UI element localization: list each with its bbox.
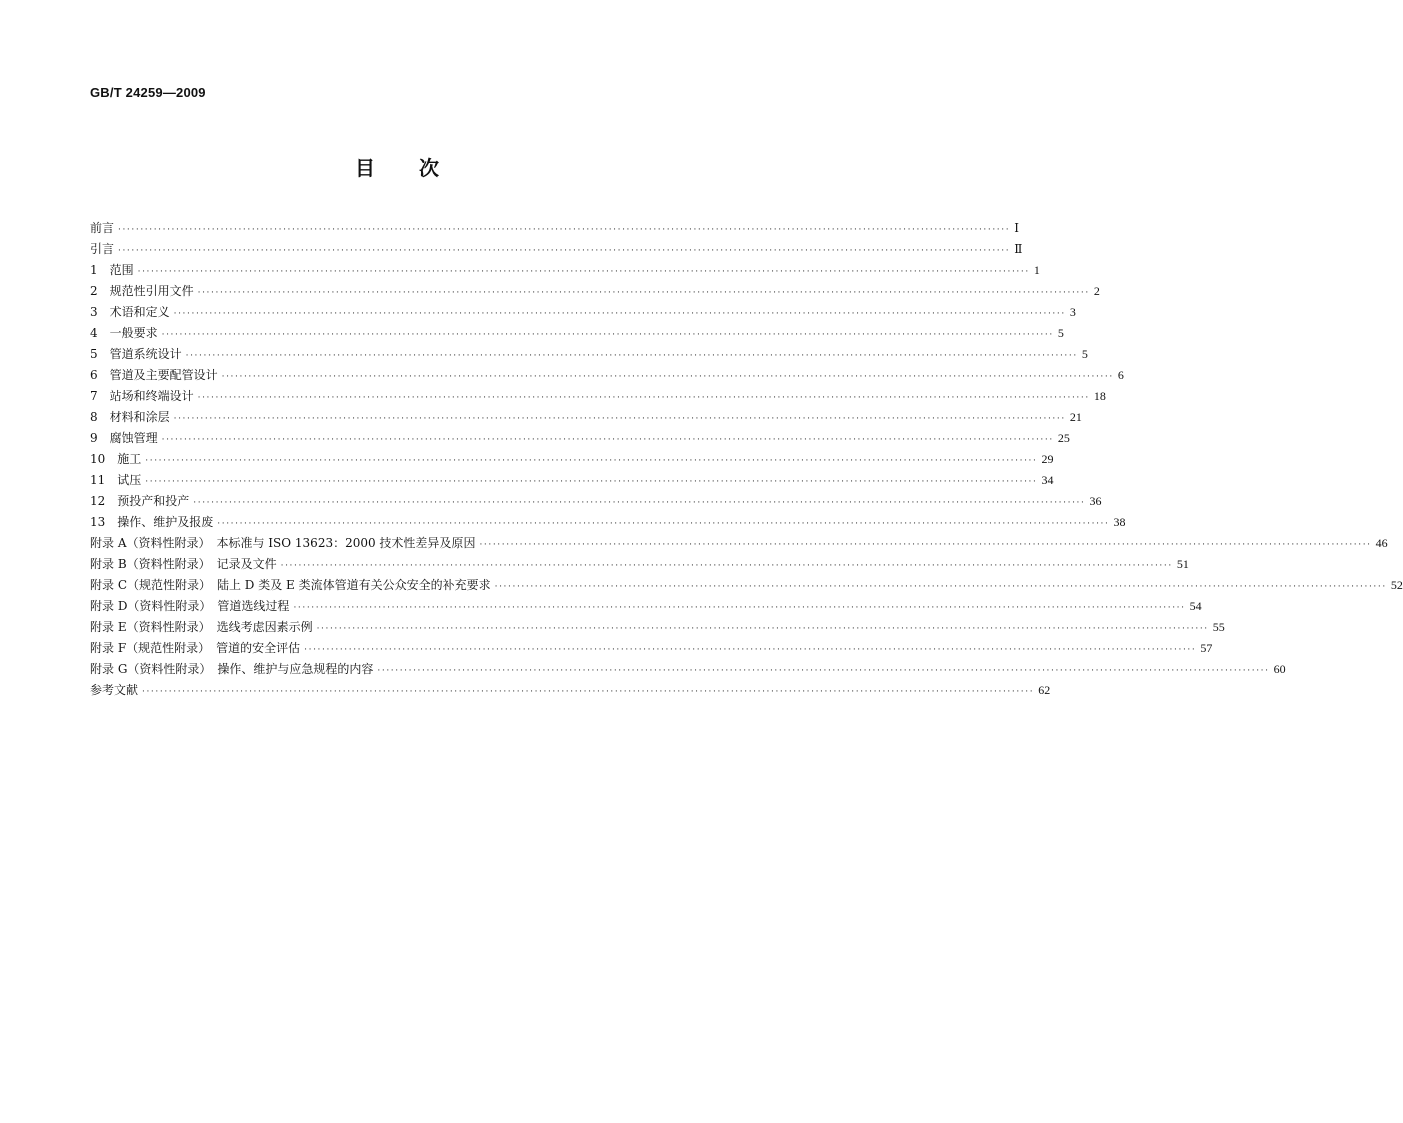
toc-title: 目次 — [355, 156, 483, 180]
dot-leader: ········································································································································································································ — [217, 519, 1110, 529]
toc-entry-page: 51 — [1176, 557, 1189, 571]
toc-entry-label: 8 材料和涂层 — [90, 410, 170, 424]
toc-entry-page: 62 — [1038, 683, 1051, 697]
toc-entry-8[interactable] — [90, 407, 1082, 428]
toc-entry-label: 附录 E（资料性附录） 选线考虑因素示例 — [90, 620, 313, 634]
toc-entry-7[interactable] — [90, 386, 1106, 407]
toc-entry-page: 29 — [1041, 452, 1054, 466]
toc-entry-9[interactable] — [90, 428, 1070, 449]
dot-leader: ········································································································································································································ — [293, 603, 1186, 613]
toc-entry-label: 11 试压 — [90, 473, 142, 487]
toc-entry-label: 4 一般要求 — [90, 326, 158, 340]
toc-entry-label: 7 站场和终端设计 — [90, 389, 194, 403]
toc-entry-page: 38 — [1113, 515, 1126, 529]
dot-leader: ········································································································································································································ — [142, 687, 1035, 697]
toc-entry-label: 3 术语和定义 — [90, 305, 170, 319]
dot-leader: ········································································································································································································ — [494, 582, 1387, 592]
toc-entry-page: 34 — [1041, 473, 1054, 487]
dot-leader: ········································································································································································································ — [185, 351, 1078, 361]
toc-entry-13[interactable] — [90, 512, 1126, 533]
toc-entry-page: 21 — [1069, 410, 1082, 424]
dot-leader: ········································································································································································································ — [173, 414, 1066, 424]
toc-entry-1[interactable] — [90, 260, 1040, 281]
toc-entry-10[interactable] — [90, 449, 1054, 470]
dot-leader: ········································································································································································································ — [173, 309, 1066, 319]
toc-entry-label: 参考文献 — [90, 683, 139, 697]
toc-entry-annex-c[interactable] — [90, 575, 1403, 596]
toc-entry-foreword[interactable] — [90, 218, 1019, 239]
toc-entry-label: 附录 G（资料性附录） 操作、维护与应急规程的内容 — [90, 662, 374, 676]
toc-entry-page: 5 — [1057, 326, 1064, 340]
toc-entry-annex-d[interactable] — [90, 596, 1202, 617]
toc-entry-6[interactable] — [90, 365, 1124, 386]
toc-entry-label: 2 规范性引用文件 — [90, 284, 194, 298]
toc-entry-label: 1 范围 — [90, 263, 134, 277]
dot-leader: ········································································································································································································ — [304, 645, 1197, 655]
dot-leader: ········································································································································································································ — [193, 498, 1086, 508]
toc-entry-label: 附录 D（资料性附录） 管道选线过程 — [90, 599, 290, 613]
toc-entry-page: Ⅰ — [1014, 221, 1019, 235]
toc-entry-label: 6 管道及主要配管设计 — [90, 368, 218, 382]
toc-entry-label: 引言 — [90, 242, 115, 256]
toc-entry-page: 52 — [1390, 578, 1403, 592]
toc-entry-annex-b[interactable] — [90, 554, 1189, 575]
toc-entry-4[interactable] — [90, 323, 1064, 344]
toc-entry-11[interactable] — [90, 470, 1054, 491]
toc-entry-label: 附录 A（资料性附录） 本标准与 ISO 13623：2000 技术性差异及原因 — [90, 536, 476, 550]
toc-entry-page: 18 — [1093, 389, 1106, 403]
dot-leader: ········································································································································································································ — [479, 540, 1372, 550]
toc-entry-page: 2 — [1093, 284, 1100, 298]
toc-entry-annex-g[interactable] — [90, 659, 1286, 680]
dot-leader: ········································································································································································································ — [161, 435, 1054, 445]
dot-leader: ········································································································································································································ — [280, 561, 1173, 571]
document-code: GB/T 24259—2009 — [90, 85, 206, 100]
toc-entry-page: 36 — [1089, 494, 1102, 508]
dot-leader: ········································································································································································································ — [197, 393, 1090, 403]
toc-entry-3[interactable] — [90, 302, 1076, 323]
toc-entry-annex-f[interactable] — [90, 638, 1213, 659]
toc-entry-introduction[interactable] — [90, 239, 1023, 260]
toc-entry-page: 54 — [1189, 599, 1202, 613]
toc-entry-page: 6 — [1117, 368, 1124, 382]
toc-entry-annex-e[interactable] — [90, 617, 1225, 638]
toc-entry-12[interactable] — [90, 491, 1102, 512]
dot-leader: ········································································································································································································ — [145, 477, 1038, 487]
dot-leader: ········································································································································································································ — [161, 330, 1054, 340]
toc-entry-page: 55 — [1212, 620, 1225, 634]
dot-leader: ········································································································································································································ — [118, 225, 1011, 235]
toc-entry-label: 12 预投产和投产 — [90, 494, 190, 508]
toc-entry-page: 57 — [1200, 641, 1213, 655]
toc-entry-label: 附录 F（规范性附录） 管道的安全评估 — [90, 641, 301, 655]
toc-entry-page: 5 — [1081, 347, 1088, 361]
dot-leader: ········································································································································································································ — [145, 456, 1038, 466]
toc-entry-label: 附录 B（资料性附录） 记录及文件 — [90, 557, 277, 571]
table-of-contents — [90, 218, 1403, 701]
dot-leader: ········································································································································································································ — [316, 624, 1209, 634]
toc-entry-5[interactable] — [90, 344, 1088, 365]
toc-entry-page: 46 — [1375, 536, 1388, 550]
toc-entry-page: 1 — [1033, 263, 1040, 277]
toc-entry-label: 13 操作、维护及报废 — [90, 515, 214, 529]
toc-entry-label: 前言 — [90, 221, 115, 235]
dot-leader: ········································································································································································································ — [377, 666, 1270, 676]
toc-entry-label: 附录 C（规范性附录） 陆上 D 类及 E 类流体管道有关公众安全的补充要求 — [90, 578, 491, 592]
toc-entry-page: 60 — [1273, 662, 1286, 676]
toc-entry-label: 9 腐蚀管理 — [90, 431, 158, 445]
dot-leader: ········································································································································································································ — [221, 372, 1114, 382]
dot-leader: ········································································································································································································ — [137, 267, 1030, 277]
toc-entry-2[interactable] — [90, 281, 1100, 302]
toc-entry-label: 5 管道系统设计 — [90, 347, 182, 361]
dot-leader: ········································································································································································································ — [118, 246, 1011, 256]
toc-entry-label: 10 施工 — [90, 452, 142, 466]
dot-leader: ········································································································································································································ — [197, 288, 1090, 298]
toc-entry-page: 25 — [1057, 431, 1070, 445]
toc-entry-page: Ⅱ — [1014, 242, 1023, 256]
toc-entry-bibliography[interactable] — [90, 680, 1051, 701]
toc-entry-annex-a[interactable] — [90, 533, 1388, 554]
toc-entry-page: 3 — [1069, 305, 1076, 319]
